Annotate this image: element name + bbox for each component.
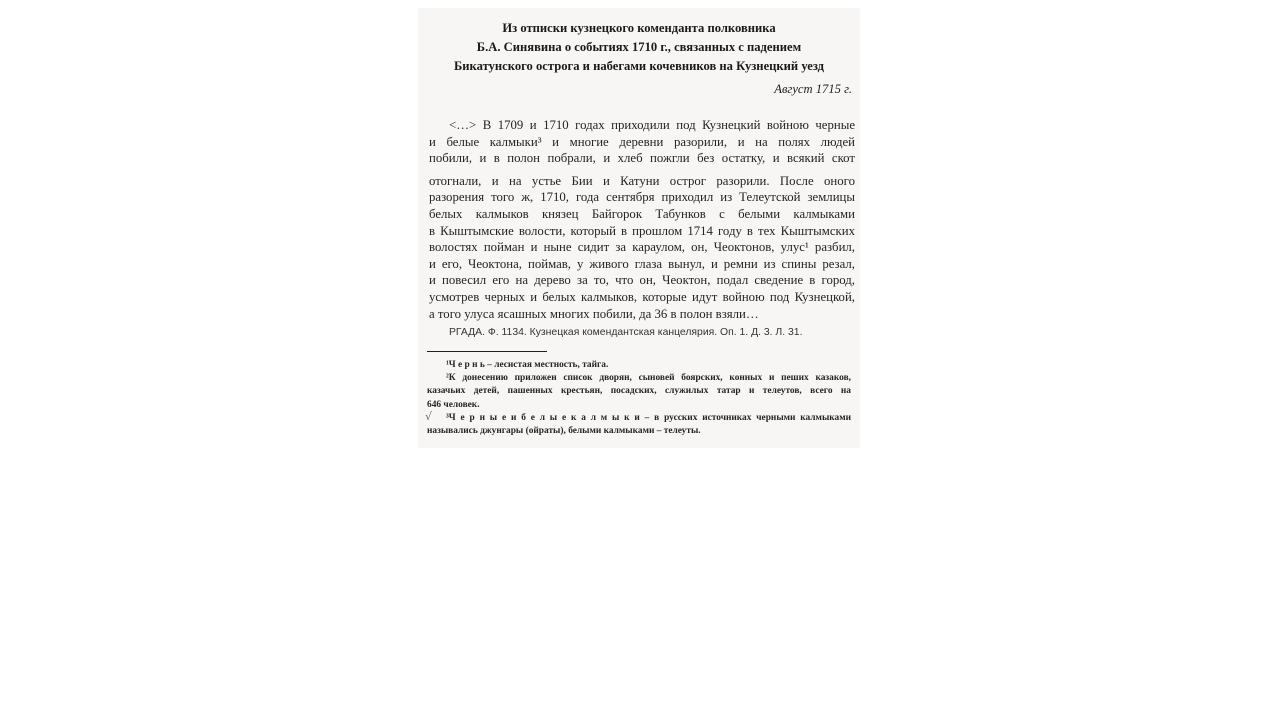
body-line: а того улуса ясашных многих побили, да 36 в полон взяли… (429, 306, 759, 321)
footnote-3-text: – в русских источниках черными калмыками (639, 412, 852, 423)
footnotes (427, 359, 851, 438)
body-line: отогнали, и на устье Бии и Катуни острог разорили. После оного (429, 173, 855, 188)
footnote-2-line: 646 человек. (427, 399, 480, 410)
footnote-2-line: ²К донесению приложен список дворян, сыновей боярских, конных и пеших казаков, (446, 373, 851, 384)
margin-check-mark: √ (425, 410, 433, 423)
footnote-1-text: – лесистая местность, тайга. (484, 360, 609, 370)
footnote-divider (427, 351, 547, 352)
title-line: Б.А. Синявина о событиях 1710 г., связанных с падением (476, 40, 802, 54)
body-line: усмотрев черных и белых калмыков, которые идут войною под Кузнецкой, (429, 289, 855, 304)
body-line: в Кыштымские волости, который в прошлом 1714 году в тех Кыштымских (429, 223, 855, 238)
archive-source: РГАДА. Ф. 1134. Кузнецкая комендантская канцелярия. Оп. 1. Д. 3. Л. 31. (449, 327, 803, 338)
body-line: и белые калмыки³ и многие деревни разорили, и на полях людей (429, 134, 855, 149)
footnote-1 (427, 359, 851, 372)
footnote-2-line: казачьих детей, пашенных крестьян, посадских, служилых татар и телеутов, всего на (427, 386, 851, 397)
footnote-3-line: назывались джунгары (ойраты), белыми калмыками – телеуты. (427, 426, 701, 437)
title-line: Из отписки кузнецкого коменданта полковника (502, 21, 776, 35)
body-line: <…> В 1709 и 1710 годах приходили под Кузнецкий войною черные (449, 118, 855, 132)
document-body (429, 117, 855, 322)
footnote-3 (427, 412, 851, 425)
body-line: волостях пойман и ныне сидит за караулом, он, Чеоктонов, улус¹ разбил, (429, 240, 855, 255)
title-line: Бикатунского острога и набегами кочевников на Кузнецкий уезд (453, 59, 825, 73)
footnote-3-term: ³Ч е р н ы е и б е л ы е к а л м ы к и (446, 412, 640, 423)
body-line: разорения того ж, 1710, года сентября приходил из Телеутской землицы (429, 190, 855, 205)
body-line: и его, Чеоктона, поймав, у живого глаза вынул, и ремни из спины резал, (429, 256, 855, 271)
document-scan (418, 8, 860, 448)
body-line: белых калмыков князец Байгорок Табунков с белыми калмыками (429, 206, 855, 221)
document-date: Август 1715 г. (774, 82, 852, 96)
document-title (418, 19, 860, 76)
body-line: и повесил его на дерево за то, что он, Чеоктон, подал сведение в город, (429, 273, 855, 288)
footnote-1-term: ¹Ч е р н ь (446, 360, 485, 370)
body-line: побили, и в полон побрали, и хлеб пожгли без остатку, и всякий скот (429, 151, 855, 166)
